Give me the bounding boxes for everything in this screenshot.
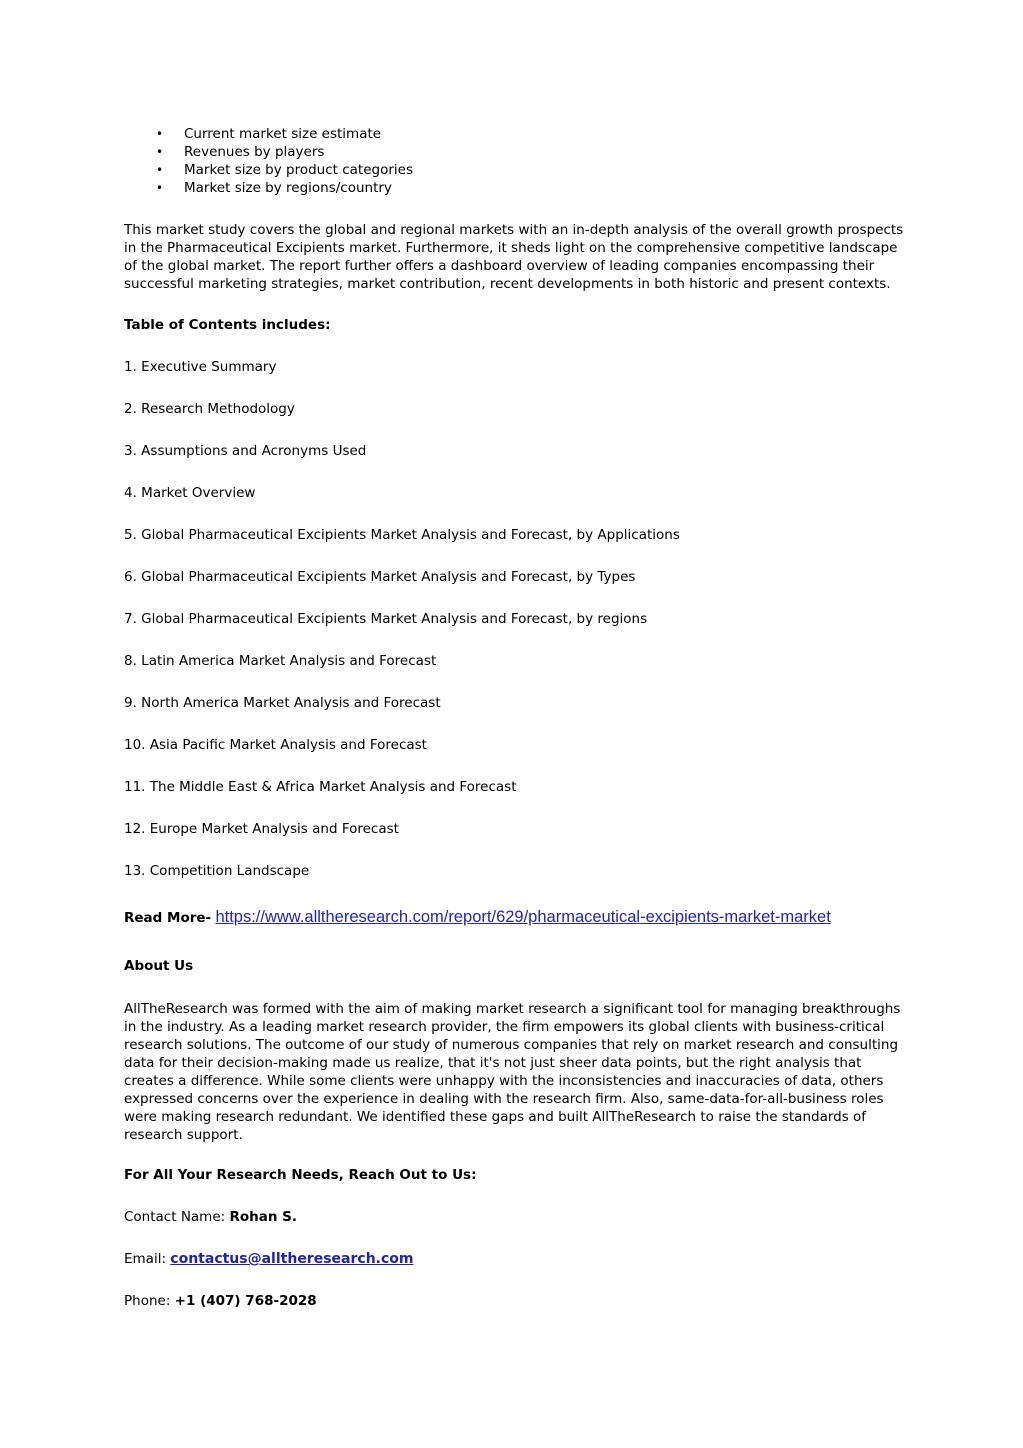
- read-more-label: Read More-: [124, 910, 212, 926]
- toc-item: 7. Global Pharmaceutical Excipients Market Analysis and Forecast, by regions: [124, 611, 648, 627]
- bullet-list: [124, 125, 905, 197]
- contact-name-row: [124, 1208, 905, 1226]
- list-item: [124, 179, 905, 197]
- bullet-icon: •: [156, 127, 164, 141]
- toc-item: 9. North America Market Analysis and Forecast: [124, 695, 441, 711]
- toc-item: 2. Research Methodology: [124, 401, 295, 417]
- cta-heading: For All Your Research Needs, Reach Out to Us:: [124, 1167, 477, 1183]
- read-more-row: [124, 906, 905, 929]
- bullet-label: Market size by regions/country: [184, 180, 392, 196]
- bullet-label: Market size by product categories: [184, 162, 413, 178]
- toc-item: 11. The Middle East & Africa Market Analysis and Forecast: [124, 779, 517, 795]
- toc-item: 6. Global Pharmaceutical Excipients Market Analysis and Forecast, by Types: [124, 569, 636, 585]
- about-us-heading: About Us: [124, 958, 194, 974]
- toc-list: [124, 358, 905, 880]
- email-link[interactable]: contactus@alltheresearch.com: [170, 1251, 414, 1267]
- toc-item: 12. Europe Market Analysis and Forecast: [124, 821, 399, 837]
- email-label: Email:: [124, 1251, 171, 1267]
- list-item: [124, 143, 905, 161]
- contact-name-value: Rohan S.: [229, 1209, 298, 1225]
- toc-item: 13. Competition Landscape: [124, 863, 310, 879]
- report-link[interactable]: https://www.alltheresearch.com/report/629/pharmaceutical-excipients-market-market: [215, 908, 831, 926]
- bullet-label: Current market size estimate: [184, 126, 382, 142]
- toc-item: 5. Global Pharmaceutical Excipients Market Analysis and Forecast, by Applications: [124, 527, 680, 543]
- bullet-icon: •: [156, 163, 164, 177]
- bullet-label: Revenues by players: [184, 144, 325, 160]
- toc-item: 8. Latin America Market Analysis and Forecast: [124, 653, 437, 669]
- intro-paragraph: This market study covers the global and regional markets with an in-depth analysis of the overall growth prospects in the Pharmaceutical Excipients market. Furthermore, it sheds light on the comprehensive competitive landscape of the global market. The report further offers a dashboard overview of leading companies encompassing their successful marketing strategies, market contribution, recent developments in both historic and present contexts.: [124, 222, 904, 292]
- about-us-paragraph: AllTheResearch was formed with the aim of making market research a significant tool for managing breakthroughs in the industry. As a leading market research provider, the firm empowers its global clients with business-critical research solutions. The outcome of our study of numerous companies that rely on market research and consulting data for their decision-making made us realize, that it's not just sheer data points, but the right analysis that creates a difference. While some clients were unhappy with the inconsistencies and inaccuracies of data, others expressed concerns over the experience in dealing with the research firm. Also, same-data-for-all-business roles were making research redundant. We identified these gaps and built AllTheResearch to raise the standards of research support.: [124, 1001, 901, 1143]
- toc-item: 3. Assumptions and Acronyms Used: [124, 443, 367, 459]
- phone-label: Phone:: [124, 1293, 175, 1309]
- bullet-icon: •: [156, 145, 164, 159]
- phone-row: [124, 1292, 905, 1310]
- email-row: [124, 1250, 905, 1268]
- toc-item: 1. Executive Summary: [124, 359, 277, 375]
- toc-heading: Table of Contents includes:: [124, 317, 331, 333]
- list-item: [124, 161, 905, 179]
- phone-value: +1 (407) 768-2028: [174, 1293, 317, 1309]
- toc-item: 4. Market Overview: [124, 485, 256, 501]
- toc-item: 10. Asia Pacific Market Analysis and Forecast: [124, 737, 427, 753]
- list-item: [124, 125, 905, 143]
- bullet-icon: •: [156, 181, 164, 195]
- contact-name-label: Contact Name:: [124, 1209, 230, 1225]
